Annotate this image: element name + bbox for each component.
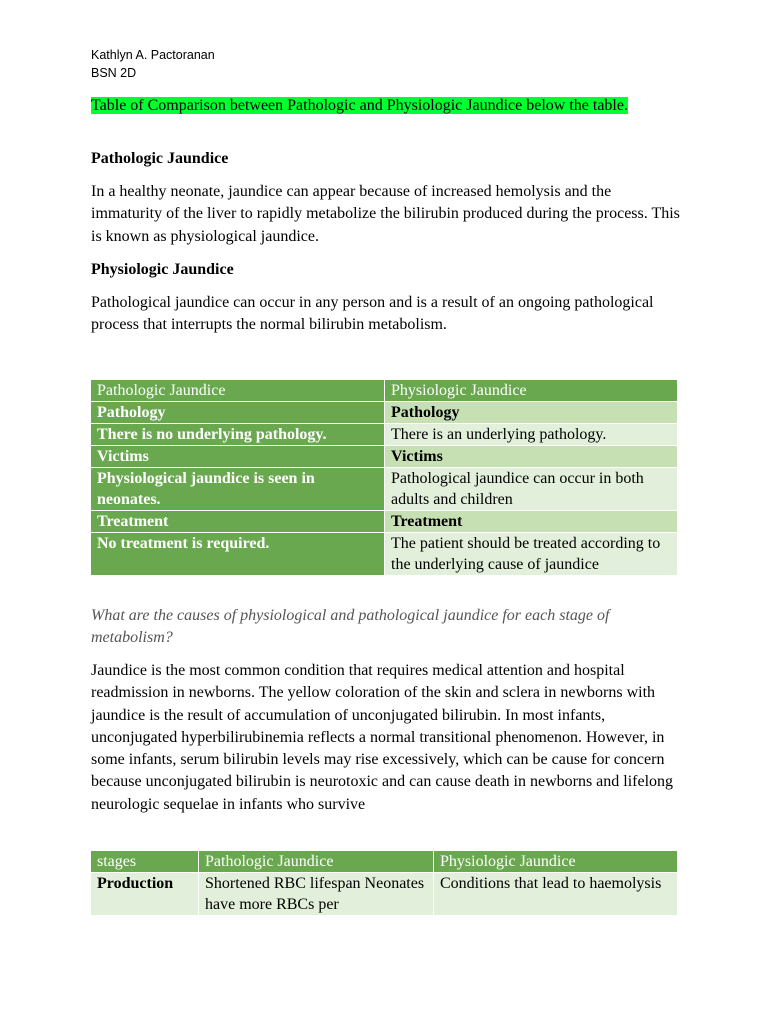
table-row	[91, 424, 678, 446]
table-row	[91, 511, 678, 533]
answer-text: Jaundice is the most common condition that requires medical attention and hospital readmission in newborns. The yellow coloration of the skin and sclera in newborns with jaundice is the result of accumulation of unconjugated bilirubin. In most infants, unconjugated hyperbilirubinemia reflects a normal transitional phenomenon. However, in some infants, serum bilirubin levels may rise excessively, which can be cause for concern because unconjugated bilirubin is neurotoxic and can cause death in newborns and lifelong neurologic sequelae in infants who survive	[91, 662, 674, 813]
table-cell: Victims	[91, 446, 385, 468]
table-cell: Treatment	[91, 511, 385, 533]
table-cell: There is no underlying pathology.	[91, 424, 385, 446]
comparison-table	[90, 379, 678, 576]
table-header-cell: stages	[91, 851, 199, 873]
section-heading-pathologic: Pathologic Jaundice	[91, 150, 229, 167]
table-header-cell: Pathologic Jaundice	[199, 851, 434, 873]
table-row	[91, 468, 678, 511]
question-text: What are the causes of physiological and pathological jaundice for each stage of metabolism?	[91, 607, 610, 646]
table-header-cell: Pathologic Jaundice	[91, 380, 385, 402]
table-cell: Conditions that lead to haemolysis	[434, 873, 678, 916]
table-row	[91, 402, 678, 424]
table-header-row	[91, 380, 678, 402]
author-section: BSN 2D	[91, 66, 137, 80]
table-cell: Physiological jaundice is seen in neonates.	[91, 468, 385, 511]
author-name: Kathlyn A. Pactoranan	[91, 48, 215, 62]
table-cell: The patient should be treated according to the underlying cause of jaundice	[385, 533, 678, 576]
table-cell: Shortened RBC lifespan Neonates have more RBCs per	[199, 873, 434, 916]
table-header-cell: Physiologic Jaundice	[434, 851, 678, 873]
table-cell: Production	[91, 873, 199, 916]
table-header-row	[91, 851, 678, 873]
stages-table	[90, 850, 678, 916]
intro-highlight	[91, 95, 681, 117]
section-text-pathologic: In a healthy neonate, jaundice can appear because of increased hemolysis and the immaturity of the liver to rapidly metabolize the bilirubin produced during the process. This is known as physiological jaundice.	[91, 183, 680, 245]
intro-highlight-text: Table of Comparison between Pathologic and Physiologic Jaundice below the table.	[91, 97, 628, 114]
section-text-physiologic: Pathological jaundice can occur in any person and is a result of an ongoing pathological process that interrupts the normal bilirubin metabolism.	[91, 294, 654, 334]
table-cell: Pathology	[91, 402, 385, 424]
author-block	[91, 46, 215, 82]
table-cell: Pathology	[385, 402, 678, 424]
table-cell: No treatment is required.	[91, 533, 385, 576]
table-cell: Treatment	[385, 511, 678, 533]
table-row	[91, 533, 678, 576]
section-heading-physiologic: Physiologic Jaundice	[91, 261, 234, 278]
table-row	[91, 446, 678, 468]
table-cell: There is an underlying pathology.	[385, 424, 678, 446]
table-cell: Victims	[385, 446, 678, 468]
table-row	[91, 873, 678, 916]
table-cell: Pathological jaundice can occur in both adults and children	[385, 468, 678, 511]
table-header-cell: Physiologic Jaundice	[385, 380, 678, 402]
